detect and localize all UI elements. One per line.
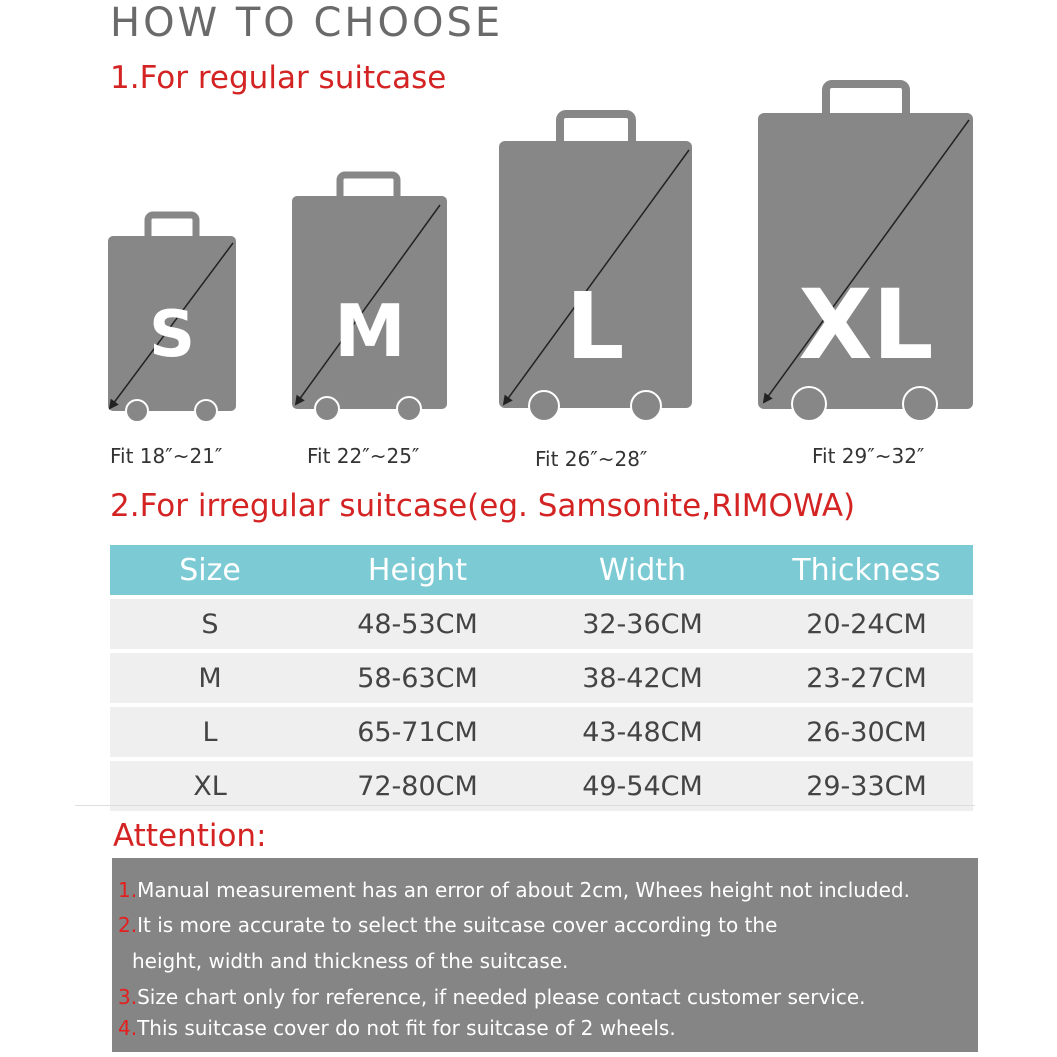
cell-height: 48-53CM bbox=[310, 599, 525, 649]
note-number: 3. bbox=[118, 985, 138, 1009]
suitcase-illustrations bbox=[0, 0, 1057, 480]
note-text: Size chart only for reference, if needed please contact customer service. bbox=[137, 985, 866, 1009]
attention-heading: Attention: bbox=[113, 818, 267, 854]
cell-height: 65-71CM bbox=[310, 707, 525, 757]
note-number: 4. bbox=[118, 1016, 138, 1040]
cell-size: XL bbox=[110, 761, 310, 811]
header-width: Width bbox=[525, 545, 760, 595]
cell-width: 38-42CM bbox=[525, 653, 760, 703]
suitcase-s-icon bbox=[108, 215, 236, 422]
header-height: Height bbox=[310, 545, 525, 595]
cell-thickness: 23-27CM bbox=[760, 653, 973, 703]
header-thickness: Thickness bbox=[760, 545, 973, 595]
cell-height: 72-80CM bbox=[310, 761, 525, 811]
suitcase-l-icon bbox=[499, 114, 692, 421]
attention-note-3 bbox=[118, 985, 866, 1009]
regular-suitcase-heading: 1.For regular suitcase bbox=[110, 60, 447, 96]
fit-label-s: Fit 18″~21″ bbox=[110, 444, 223, 468]
suitcase-s-label: S bbox=[148, 298, 196, 372]
fit-label-xl: Fit 29″~32″ bbox=[812, 444, 925, 468]
suitcase-xl-icon bbox=[758, 84, 973, 421]
table-row bbox=[110, 653, 973, 703]
suitcase-m-icon bbox=[292, 175, 447, 421]
attention-note-4 bbox=[118, 1016, 676, 1040]
attention-note-1 bbox=[118, 878, 910, 902]
table-header-row bbox=[110, 545, 973, 595]
cell-thickness: 26-30CM bbox=[760, 707, 973, 757]
suitcase-l-label: L bbox=[565, 273, 625, 380]
header-size: Size bbox=[110, 545, 310, 595]
table-row bbox=[110, 761, 973, 811]
cell-width: 49-54CM bbox=[525, 761, 760, 811]
note-text: height, width and thickness of the suitcase. bbox=[132, 949, 569, 973]
table-row bbox=[110, 707, 973, 757]
suitcase-xl-label: XL bbox=[798, 269, 934, 381]
cell-size: L bbox=[110, 707, 310, 757]
irregular-suitcase-heading: 2.For irregular suitcase(eg. Samsonite,RIMOWA) bbox=[110, 488, 856, 524]
cell-height: 58-63CM bbox=[310, 653, 525, 703]
cell-thickness: 20-24CM bbox=[760, 599, 973, 649]
cell-width: 32-36CM bbox=[525, 599, 760, 649]
fit-label-l: Fit 26″~28″ bbox=[535, 447, 648, 471]
attention-note-2-continued bbox=[132, 949, 568, 973]
divider bbox=[75, 805, 975, 806]
note-text: It is more accurate to select the suitcase cover according to the bbox=[137, 913, 778, 937]
note-number: 2. bbox=[118, 913, 138, 937]
fit-label-m: Fit 22″~25″ bbox=[307, 444, 420, 468]
cell-size: M bbox=[110, 653, 310, 703]
cell-size: S bbox=[110, 599, 310, 649]
note-text: This suitcase cover do not fit for suitcase of 2 wheels. bbox=[137, 1016, 676, 1040]
attention-notes-box bbox=[112, 858, 978, 1052]
attention-note-2 bbox=[118, 913, 777, 937]
note-number: 1. bbox=[118, 878, 138, 902]
cell-thickness: 29-33CM bbox=[760, 761, 973, 811]
suitcase-m-label: M bbox=[334, 289, 406, 373]
note-text: Manual measurement has an error of about 2cm, Whees height not included. bbox=[137, 878, 910, 902]
table-row bbox=[110, 599, 973, 649]
page-title: HOW TO CHOOSE bbox=[110, 0, 504, 46]
cell-width: 43-48CM bbox=[525, 707, 760, 757]
size-chart-table bbox=[110, 541, 973, 815]
